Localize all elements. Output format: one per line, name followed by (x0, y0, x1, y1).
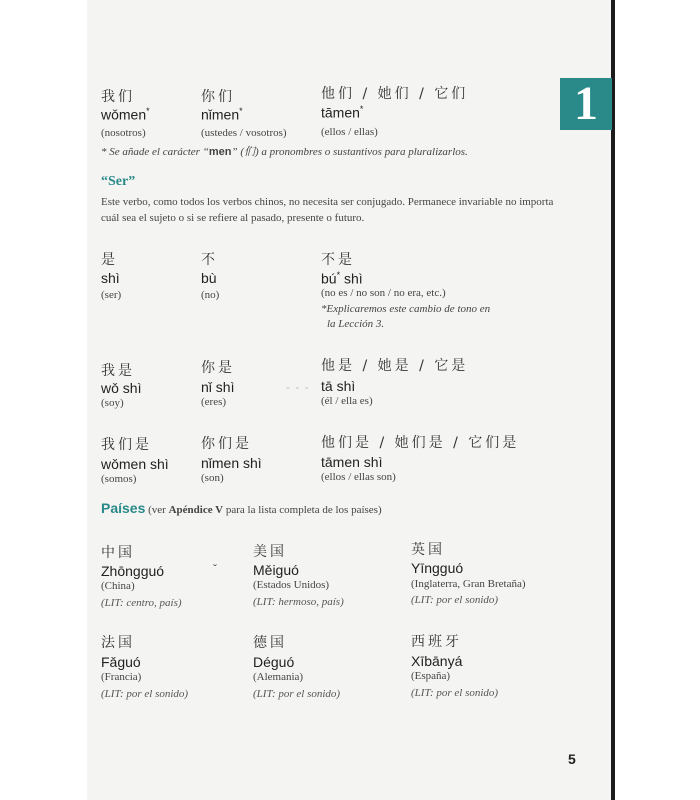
pronoun-translation-3: (ellos / ellas) (321, 126, 378, 138)
decorative-tick-mark: ˇ (213, 562, 217, 576)
country-translation-usa: (Estados Unidos) (253, 579, 330, 591)
pronoun-hanzi-3: 他们 / 她们 / 它们 (321, 86, 469, 102)
country-translation-germany: (Alemania) (253, 671, 304, 683)
ser-pinyin-5: nǐ shì (201, 379, 235, 395)
pronoun-footnote (101, 143, 468, 159)
country-pinyin-england: Yīngguó (411, 560, 464, 576)
pronoun-pinyin-3 (321, 104, 363, 121)
page-number: 5 (568, 751, 576, 767)
ser-pinyin-1: shì (101, 270, 120, 286)
country-hanzi-england: 英国 (411, 542, 445, 558)
pronoun-footnote-end: ” (们) a pronombres o sustantivos para pluralizarlos. (231, 146, 468, 158)
ser-hanzi-8: 你们是 (201, 436, 252, 452)
pronoun-pinyin-2-text: nǐmen (201, 106, 240, 123)
country-hanzi-usa: 美国 (253, 544, 287, 560)
country-pinyin-china: Zhōngguó (101, 563, 165, 579)
country-pinyin-france: Fǎguó (101, 654, 141, 670)
country-lit-germany: (LIT: por el sonido) (253, 688, 341, 700)
tone-note-line-2: la Lección 3. (327, 318, 385, 330)
ser-translation-9: (ellos / ellas son) (321, 471, 396, 483)
country-pinyin-usa: Měiguó (253, 562, 299, 578)
country-translation-china: (China) (101, 580, 135, 592)
countries-header (101, 500, 382, 518)
country-lit-england: (LIT: por el sonido) (411, 594, 499, 606)
ser-hanzi-1: 是 (101, 252, 118, 268)
ser-translation-8: (son) (201, 472, 224, 484)
country-pinyin-spain: Xībānyá (411, 653, 463, 669)
pronoun-translation-1: (nosotros) (101, 127, 146, 139)
ser-pinyin-8: nǐmen shì (201, 455, 262, 471)
ser-translation-1: (ser) (101, 289, 122, 301)
country-lit-usa: (LIT: hermoso, país) (253, 596, 344, 608)
ser-translation-7: (somos) (101, 473, 137, 485)
pronoun-hanzi-2: 你们 (201, 89, 235, 105)
ser-paragraph: Este verbo, como todos los verbos chinos, no necesita ser conjugado. Permanece invariable no importa cuál sea el sujeto o si se refiere al pasado, presente o futuro. (101, 196, 554, 224)
ser-pinyin-3-mark: * (336, 270, 341, 280)
pronoun-hanzi-1: 我们 (101, 89, 135, 105)
ser-pinyin-3 (321, 270, 363, 287)
ser-hanzi-4: 我是 (101, 363, 135, 379)
country-hanzi-china: 中国 (101, 545, 135, 561)
countries-heading: Países (101, 500, 146, 516)
countries-intro-start: (ver (145, 504, 169, 516)
ser-translation-6: (él / ella es) (321, 395, 373, 407)
pronoun-pinyin-1-text: wǒmen (101, 106, 147, 123)
countries-intro-end: para la lista completa de los países) (223, 504, 382, 516)
country-hanzi-spain: 西班牙 (411, 634, 462, 650)
pronoun-mark-3: * (359, 104, 364, 114)
ser-pinyin-7: wǒmen shì (101, 456, 169, 472)
ser-translation-4: (soy) (101, 397, 124, 409)
ser-pinyin-2: bù (201, 270, 217, 286)
country-translation-england: (Inglaterra, Gran Bretaña) (411, 578, 526, 590)
decorative-dash-mark: - - - (286, 380, 310, 394)
country-hanzi-france: 法国 (101, 635, 135, 651)
ser-pinyin-6: tā shì (321, 378, 356, 394)
ser-translation-5: (eres) (201, 396, 227, 408)
pronoun-mark-2: * (239, 106, 243, 116)
ser-hanzi-5: 你是 (201, 360, 235, 376)
country-translation-france: (Francia) (101, 671, 142, 683)
ser-translation-2: (no) (201, 289, 220, 301)
ser-translation-3: (no es / no son / no era, etc.) (321, 287, 446, 299)
pronoun-translation-2: (ustedes / vosotros) (201, 127, 287, 139)
pronoun-mark-1: * (146, 106, 150, 116)
ser-pinyin-4: wǒ shì (101, 380, 142, 396)
tone-note-line-1: *Explicaremos este cambio de tono en (321, 303, 491, 315)
ser-hanzi-6: 他是 / 她是 / 它是 (321, 358, 469, 374)
pronoun-pinyin-3-text: tāmen (321, 104, 360, 121)
ser-pinyin-3-shi: shì (340, 270, 363, 287)
chapter-tab: 1 (560, 78, 612, 130)
ser-hanzi-7: 我们是 (101, 437, 152, 453)
pronoun-footnote-men: men (208, 146, 232, 158)
ser-pinyin-3-bu: bú (321, 270, 337, 287)
country-lit-france: (LIT: por el sonido) (101, 688, 189, 700)
pronoun-footnote-start: * Se añade el carácter “ (101, 146, 209, 158)
pronoun-pinyin-1 (101, 106, 150, 123)
ser-pinyin-9: tāmen shì (321, 454, 383, 470)
country-hanzi-germany: 德国 (253, 635, 287, 651)
country-pinyin-germany: Déguó (253, 654, 295, 670)
country-lit-china: (LIT: centro, país) (101, 597, 182, 609)
countries-intro-appendix: Apéndice V (168, 504, 224, 516)
ser-heading: “Ser” (101, 174, 136, 189)
country-lit-spain: (LIT: por el sonido) (411, 687, 499, 699)
country-translation-spain: (España) (411, 670, 451, 682)
ser-hanzi-9: 他们是 / 她们是 / 它们是 (321, 435, 520, 451)
ser-hanzi-3: 不是 (321, 252, 355, 268)
pronoun-pinyin-2 (201, 106, 243, 123)
ser-hanzi-2: 不 (201, 252, 218, 268)
